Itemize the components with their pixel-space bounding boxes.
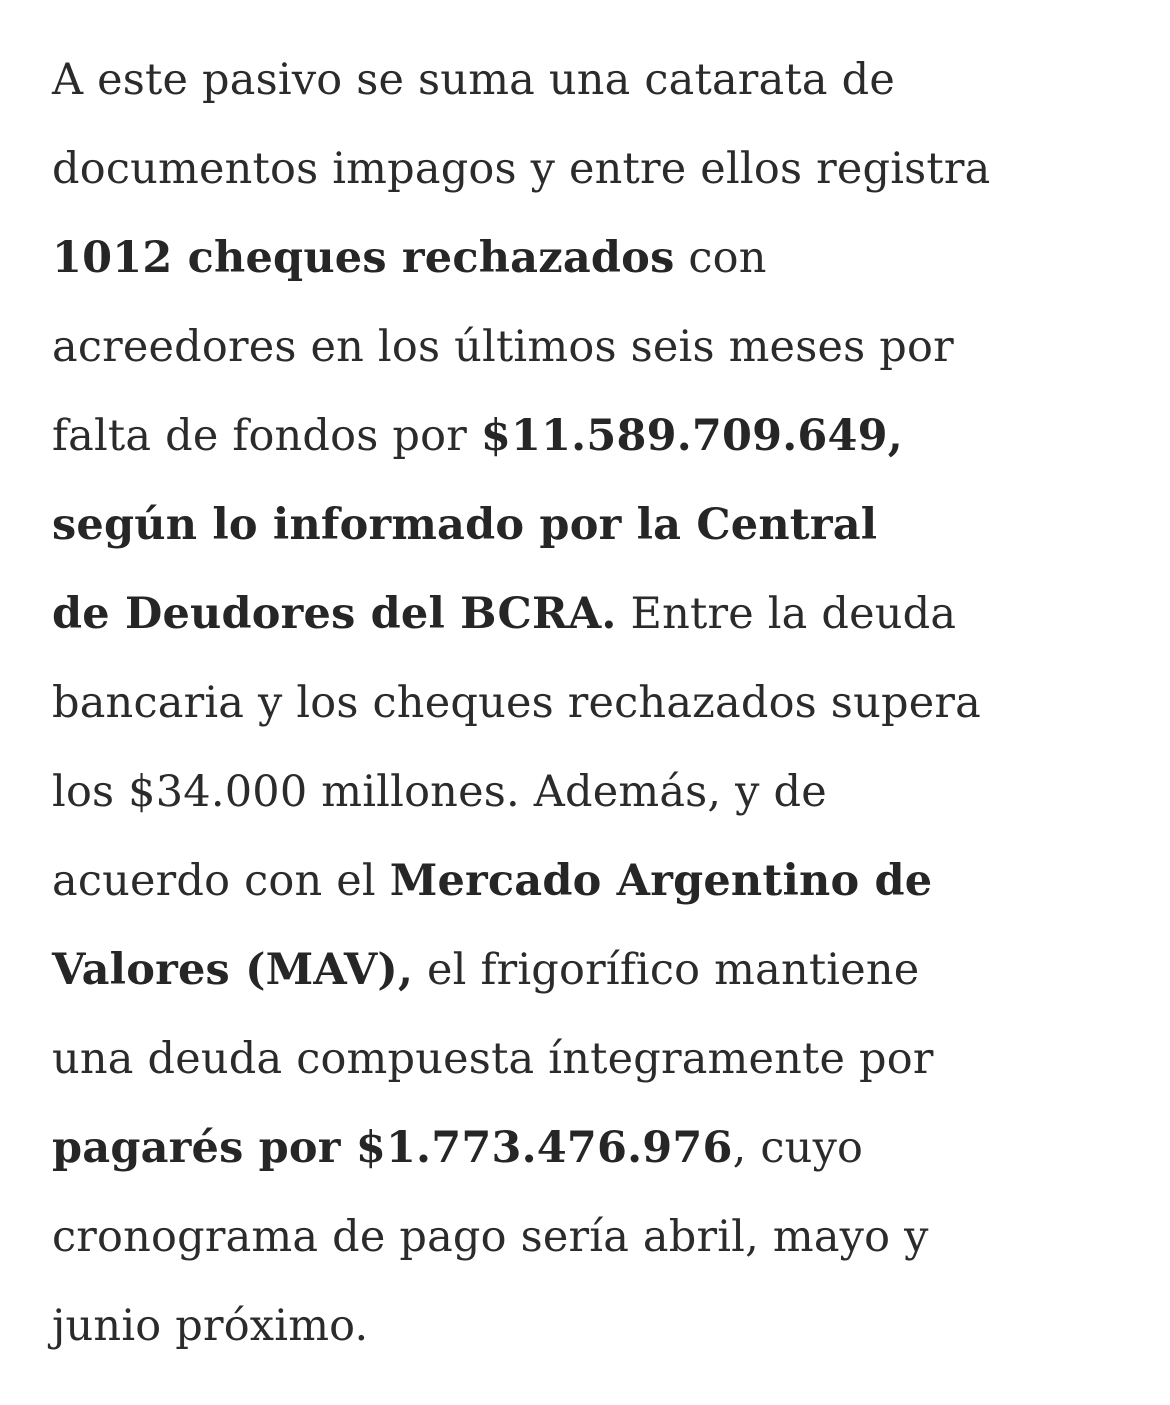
text-segment: A este pasivo se suma una catarata de [52, 55, 895, 105]
text-segment: documentos impagos y entre ellos registra [52, 144, 991, 194]
article-paragraph [52, 36, 1120, 1371]
text-line [52, 36, 1120, 125]
text-line [52, 1193, 1120, 1282]
text-segment: acreedores en los últimos seis meses por [52, 322, 954, 372]
text-line [52, 570, 1120, 659]
bold-text-segment: 1012 cheques rechazados [52, 233, 675, 283]
bold-text-segment: Mercado Argentino de [389, 856, 933, 906]
text-line [52, 125, 1120, 214]
text-segment: junio próximo. [52, 1301, 369, 1351]
text-line [52, 659, 1120, 748]
bold-text-segment: de Deudores del BCRA. [52, 589, 617, 639]
text-line [52, 303, 1120, 392]
text-segment: falta de fondos por [52, 411, 481, 461]
text-line [52, 481, 1120, 570]
text-line [52, 392, 1120, 481]
text-line [52, 214, 1120, 303]
text-line [52, 748, 1120, 837]
text-segment: acuerdo con el [52, 856, 390, 906]
bold-text-segment: Valores (MAV), [52, 945, 414, 995]
text-line [52, 837, 1120, 926]
text-segment: bancaria y los cheques rechazados supera [52, 678, 981, 728]
text-segment: con [674, 233, 767, 283]
bold-text-segment: $11.589.709.649, [480, 411, 903, 461]
text-line [52, 1015, 1120, 1104]
text-segment: , cuyo [732, 1123, 864, 1173]
text-segment: los $34.000 millones. Además, y de [52, 767, 827, 817]
text-line [52, 926, 1120, 1015]
text-line [52, 1104, 1120, 1193]
text-segment: una deuda compuesta íntegramente por [52, 1034, 934, 1084]
bold-text-segment: pagarés por $1.773.476.976 [52, 1123, 733, 1173]
text-segment: Entre la deuda [616, 589, 957, 639]
text-segment: el frigorífico mantiene [413, 945, 920, 995]
bold-text-segment: según lo informado por la Central [52, 500, 878, 550]
text-line [52, 1282, 1120, 1371]
text-segment: cronograma de pago sería abril, mayo y [52, 1212, 929, 1262]
